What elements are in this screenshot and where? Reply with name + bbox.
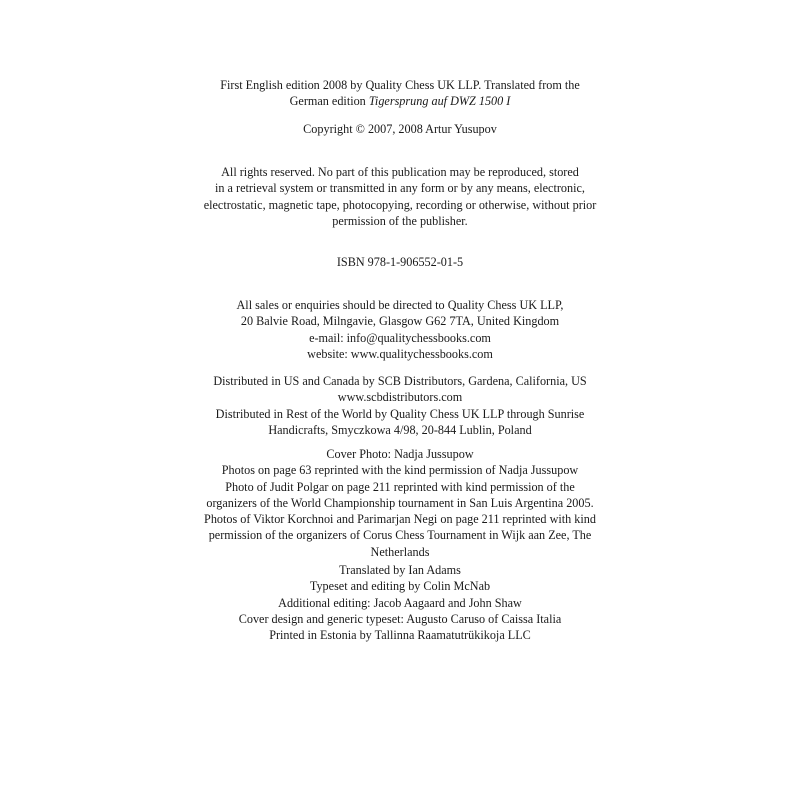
credit-line: Cover design and generic typeset: Augusto Caruso of Caissa Italia bbox=[238, 611, 562, 626]
distribution-line: Distributed in Rest of the World by Quality Chess UK LLP through Sunrise bbox=[215, 406, 585, 421]
distribution-block bbox=[150, 373, 650, 438]
edition-note bbox=[150, 77, 650, 110]
isbn: ISBN 978-1-906552-01-5 bbox=[336, 255, 464, 269]
credit-line: Typeset and editing by Colin McNab bbox=[309, 579, 491, 594]
edition-line: First English edition 2008 by Quality Chess UK LLP. Translated from the bbox=[220, 78, 580, 92]
production-credits bbox=[150, 562, 650, 643]
photo-credits bbox=[150, 446, 650, 560]
rights-line: electrostatic, magnetic tape, photocopying, recording or otherwise, without prior bbox=[203, 197, 597, 212]
copyright-notice bbox=[150, 121, 650, 137]
rights-line: permission of the publisher. bbox=[332, 213, 468, 228]
photo-credit-line: Photos of Viktor Korchnoi and Parimarjan Negi on page 211 reprinted with kind bbox=[204, 512, 596, 527]
contact-block bbox=[150, 297, 650, 362]
distribution-line: Distributed in US and Canada by SCB Distributors, Gardena, California, US bbox=[213, 374, 587, 388]
contact-website: website: www.qualitychessbooks.com bbox=[307, 346, 493, 361]
photo-credit-line: Cover Photo: Nadja Jussupow bbox=[326, 447, 474, 461]
contact-line: All sales or enquiries should be directed to Quality Chess UK LLP, bbox=[236, 298, 564, 312]
photo-credit-line: permission of the organizers of Corus Chess Tournament in Wijk aan Zee, The bbox=[208, 528, 592, 543]
rights-notice bbox=[150, 164, 650, 229]
credit-line: Additional editing: Jacob Aagaard and John Shaw bbox=[278, 595, 522, 610]
copyright-line: Copyright © 2007, 2008 Artur Yusupov bbox=[303, 122, 497, 136]
isbn-block bbox=[150, 254, 650, 270]
credit-line: Printed in Estonia by Tallinna Raamatutrükikoja LLC bbox=[269, 628, 531, 643]
edition-line bbox=[150, 93, 650, 109]
contact-line: 20 Balvie Road, Milngavie, Glasgow G62 7TA, United Kingdom bbox=[240, 314, 560, 329]
photo-credit-line: organizers of the World Championship tournament in San Luis Argentina 2005. bbox=[206, 495, 594, 510]
distribution-line: Handicrafts, Smyczkowa 4/98, 20-844 Lublin, Poland bbox=[268, 422, 532, 437]
edition-prefix: German edition bbox=[289, 94, 369, 109]
photo-credit-line: Photos on page 63 reprinted with the kind permission of Nadja Jussupow bbox=[221, 463, 579, 478]
distribution-line: www.scbdistributors.com bbox=[337, 390, 463, 405]
photo-credit-line: Photo of Judit Polgar on page 211 reprinted with kind permission of the bbox=[225, 479, 575, 494]
contact-email: e-mail: info@qualitychessbooks.com bbox=[309, 330, 491, 345]
rights-line: All rights reserved. No part of this publication may be reproduced, stored bbox=[221, 165, 579, 179]
original-title: Tigersprung auf DWZ 1500 I bbox=[368, 94, 511, 109]
rights-line: in a retrieval system or transmitted in any form or by any means, electronic, bbox=[215, 181, 585, 196]
credit-line: Translated by Ian Adams bbox=[339, 563, 461, 577]
photo-credit-line: Netherlands bbox=[370, 544, 430, 559]
